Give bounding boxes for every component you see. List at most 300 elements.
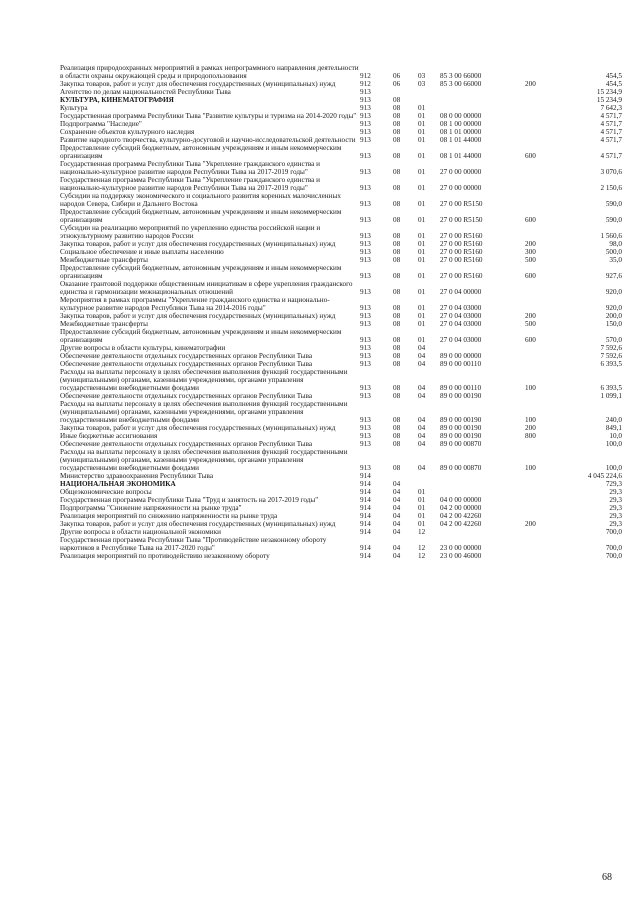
expense-type-code: [525, 504, 555, 512]
section-code: 08: [393, 104, 401, 112]
section-code: 08: [393, 432, 401, 440]
target-article-code: [440, 104, 525, 112]
target-article-code: 08 1 00 00000: [440, 120, 482, 128]
subsection-code: [418, 96, 440, 104]
department-code: 913: [360, 104, 371, 112]
target-article-code: 27 0 00 R5150: [440, 200, 483, 208]
section-code: 08: [393, 304, 401, 312]
budget-item-name: Обеспечение деятельности отдельных государственных органов Республики Тыва: [60, 352, 313, 360]
subsection-code: 04: [418, 464, 426, 472]
target-article-code: 89 0 00 00110: [440, 360, 482, 368]
expense-type-code: [525, 472, 555, 480]
budget-item-name: Закупка товаров, работ и услуг для обеспечения государственных (муниципальных) нужд: [60, 424, 336, 432]
table-row: [60, 392, 622, 400]
amount: 4 571,7: [600, 128, 622, 136]
budget-item-name: Государственная программа Республики Тыва "Развитие культуры и туризма на 2014-2020 годы": [60, 112, 357, 120]
table-row: [60, 264, 622, 280]
amount: 6 393,5: [600, 384, 622, 392]
target-article-code: 08 1 01 00000: [440, 128, 482, 136]
subsection-code: 01: [418, 288, 426, 296]
budget-item-name: Подпрограмма "Наследие": [60, 120, 142, 128]
section-code: [393, 88, 418, 96]
target-article-code: 27 0 00 00000: [440, 184, 482, 192]
table-row: [60, 136, 622, 144]
subsection-code: 03: [418, 72, 426, 80]
amount: 15 234,9: [596, 96, 622, 104]
amount: 7 592,6: [600, 344, 622, 352]
budget-item-name: КУЛЬТУРА, КИНЕМАТОГРАФИЯ: [60, 96, 174, 104]
amount: 29,3: [609, 520, 622, 528]
amount: 29,3: [609, 496, 622, 504]
department-code: 913: [360, 256, 371, 264]
budget-item-name: Реализация мероприятий по снижению напряженности на рынке труда: [60, 512, 278, 520]
subsection-code: 01: [418, 168, 426, 176]
section-code: 08: [393, 152, 401, 160]
subsection-code: 01: [418, 128, 426, 136]
section-code: 08: [393, 112, 401, 120]
expense-type-code: 100: [525, 464, 536, 472]
amount: 7 592,6: [600, 352, 622, 360]
amount: 98,0: [609, 240, 622, 248]
section-code: 04: [393, 544, 401, 552]
target-article-code: 85 3 00 66000: [440, 80, 482, 88]
expense-type-code: [525, 480, 555, 488]
budget-item-name: Министерство здравоохранения Республики Тыва: [60, 472, 214, 480]
department-code: 912: [360, 72, 371, 80]
budget-item-name: Государственная программа Республики Тыва "Укрепление гражданского единства и национально-культурное развитие народов Республики Тыва на 2017-2019 годы": [60, 160, 320, 176]
budget-item-name: Агентство по делам национальностей Республики Тыва: [60, 88, 231, 96]
department-code: 913: [360, 320, 371, 328]
expense-type-code: [525, 88, 555, 96]
section-code: 08: [393, 352, 401, 360]
expense-type-code: 200: [525, 312, 536, 320]
subsection-code: 04: [418, 384, 426, 392]
subsection-code: 01: [418, 120, 426, 128]
subsection-code: 04: [418, 440, 426, 448]
department-code: 913: [360, 232, 371, 240]
subsection-code: 01: [418, 304, 426, 312]
budget-item-name: Развитие народного творчества, культурно-досуговой и научно-исследовательской деятельности: [60, 136, 356, 144]
subsection-code: 01: [418, 312, 426, 320]
table-row: [60, 280, 622, 296]
budget-item-name: Предоставление субсидий бюджетным, автономным учреждениям и иным некоммерческим организациям: [60, 208, 342, 224]
table-row: [60, 192, 622, 208]
target-article-code: 89 0 00 00190: [440, 392, 482, 400]
subsection-code: [418, 480, 440, 488]
expense-type-code: [525, 512, 555, 520]
department-code: 913: [360, 136, 371, 144]
section-code: 06: [393, 72, 401, 80]
amount: 29,3: [609, 504, 622, 512]
expense-type-code: 200: [525, 520, 536, 528]
amount: 4 571,7: [600, 136, 622, 144]
subsection-code: 01: [418, 136, 426, 144]
budget-item-name: Реализация природоохранных мероприятий в рамках непрограммного направления деятельности в области охраны окружающей среды и природопользования: [60, 64, 359, 80]
department-code: 913: [360, 288, 371, 296]
target-article-code: 27 0 00 R5160: [440, 240, 483, 248]
section-code: 08: [393, 360, 401, 368]
table-row: [60, 448, 622, 472]
amount: 29,3: [609, 488, 622, 496]
section-code: 08: [393, 200, 401, 208]
table-row: [60, 120, 622, 128]
table-row: [60, 312, 622, 320]
target-article-code: [440, 344, 525, 352]
subsection-code: 01: [418, 184, 426, 192]
target-article-code: [440, 480, 525, 488]
target-article-code: 89 0 00 00190: [440, 416, 482, 424]
target-article-code: [440, 488, 525, 496]
target-article-code: 27 0 04 03000: [440, 304, 482, 312]
table-row: [60, 224, 622, 240]
subsection-code: 01: [418, 248, 426, 256]
budget-item-name: Субсидии на реализацию мероприятий по укреплению единства российской нации и этнокультурному развитию народов России: [60, 224, 321, 240]
section-code: 08: [393, 312, 401, 320]
section-code: 08: [393, 288, 401, 296]
budget-item-name: Государственная программа Республики Тыва "Укрепление гражданского единства и национально-культурное развитие народов Республики Тыва на 2017-2019 годы": [60, 176, 320, 192]
department-code: 913: [360, 352, 371, 360]
expense-type-code: [525, 128, 555, 136]
budget-item-name: Закупка товаров, работ и услуг для обеспечения государственных (муниципальных) нужд: [60, 520, 336, 528]
amount: 700,0: [605, 544, 622, 552]
amount: 2 150,6: [600, 184, 622, 192]
amount: 150,0: [605, 320, 622, 328]
department-code: 913: [360, 432, 371, 440]
subsection-code: 04: [418, 416, 426, 424]
department-code: 913: [360, 200, 371, 208]
expense-type-code: 200: [525, 80, 536, 88]
budget-item-name: Реализация мероприятий по противодействию незаконному обороту: [60, 552, 270, 560]
section-code: 04: [393, 488, 401, 496]
table-row: [60, 248, 622, 256]
expense-type-code: [525, 224, 555, 240]
expense-type-code: 100: [525, 384, 536, 392]
department-code: 913: [360, 184, 371, 192]
amount: 570,0: [605, 336, 622, 344]
target-article-code: 27 0 00 00000: [440, 168, 482, 176]
subsection-code: 04: [418, 352, 426, 360]
expense-type-code: [525, 280, 555, 296]
department-code: 913: [360, 120, 371, 128]
expense-type-code: 500: [525, 320, 536, 328]
page-number: 68: [602, 872, 612, 883]
section-code: 08: [393, 232, 401, 240]
subsection-code: 01: [418, 240, 426, 248]
amount: 1 099,1: [600, 392, 622, 400]
table-row: [60, 296, 622, 312]
department-code: 913: [360, 272, 371, 280]
target-article-code: 27 0 00 R5160: [440, 232, 483, 240]
expense-type-code: [525, 536, 555, 552]
subsection-code: 01: [418, 272, 426, 280]
subsection-code: 04: [418, 424, 426, 432]
department-code: 913: [360, 416, 371, 424]
expense-type-code: [525, 136, 555, 144]
budget-item-name: Расходы на выплаты персоналу в целях обеспечения выполнения функций государственными (муниципальными) органами, казенными учреждениями, органами управления государственными внебюджетными фондами: [60, 400, 348, 424]
subsection-code: 01: [418, 200, 426, 208]
budget-item-name: Обеспечение деятельности отдельных государственных органов Республики Тыва: [60, 360, 313, 368]
section-code: 08: [393, 440, 401, 448]
department-code: 914: [360, 544, 371, 552]
department-code: 913: [360, 112, 371, 120]
subsection-code: 01: [418, 320, 426, 328]
target-article-code: 23 0 00 46000: [440, 552, 482, 560]
table-row: [60, 112, 622, 120]
target-article-code: 04 2 00 42260: [440, 520, 482, 528]
target-article-code: 27 0 00 R5160: [440, 256, 483, 264]
budget-item-name: Предоставление субсидий бюджетным, автономным учреждениям и иным некоммерческим организациям: [60, 264, 342, 280]
department-code: 914: [360, 528, 371, 536]
department-code: 914: [360, 496, 371, 504]
amount: 3 070,6: [600, 168, 622, 176]
section-code: 04: [393, 552, 401, 560]
subsection-code: 01: [418, 504, 426, 512]
subsection-code: 01: [418, 488, 426, 496]
amount: 4 045 224,6: [587, 472, 622, 480]
table-row: [60, 520, 622, 528]
subsection-code: 01: [418, 152, 426, 160]
amount: 927,6: [605, 272, 622, 280]
section-code: 08: [393, 216, 401, 224]
section-code: 08: [393, 336, 401, 344]
subsection-code: 12: [418, 528, 426, 536]
department-code: 913: [360, 304, 371, 312]
target-article-code: [440, 472, 525, 480]
target-article-code: 89 0 00 00870: [440, 440, 482, 448]
section-code: 04: [393, 480, 401, 488]
subsection-code: 12: [418, 544, 426, 552]
target-article-code: 27 0 04 03000: [440, 312, 482, 320]
table-row: [60, 432, 622, 440]
department-code: 914: [360, 552, 371, 560]
amount: 29,3: [609, 512, 622, 520]
budget-item-name: Подпрограмма "Снижение напряженности на рынке труда": [60, 504, 242, 512]
section-code: 08: [393, 168, 401, 176]
subsection-code: 01: [418, 232, 426, 240]
subsection-code: 04: [418, 344, 426, 352]
budget-item-name: Другие вопросы в области культуры, кинематографии: [60, 344, 226, 352]
amount: 4 571,7: [600, 120, 622, 128]
subsection-code: 03: [418, 80, 426, 88]
amount: 100,0: [605, 464, 622, 472]
subsection-code: 01: [418, 496, 426, 504]
table-row: [60, 64, 622, 80]
target-article-code: 04 2 00 42260: [440, 512, 482, 520]
subsection-code: 01: [418, 256, 426, 264]
department-code: 913: [360, 88, 371, 96]
expense-type-code: [525, 64, 555, 80]
table-row: [60, 360, 622, 368]
department-code: 913: [360, 96, 371, 104]
budget-item-name: Закупка товаров, работ и услуг для обеспечения государственных (муниципальных) нужд: [60, 240, 336, 248]
section-code: 06: [393, 80, 401, 88]
department-code: 913: [360, 240, 371, 248]
target-article-code: [440, 96, 525, 104]
section-code: 08: [393, 128, 401, 136]
section-code: 04: [393, 520, 401, 528]
target-article-code: 27 0 04 00000: [440, 288, 482, 296]
subsection-code: 01: [418, 112, 426, 120]
amount: 590,0: [605, 216, 622, 224]
amount: 6 393,5: [600, 360, 622, 368]
section-code: 08: [393, 240, 401, 248]
target-article-code: 85 3 00 66000: [440, 72, 482, 80]
section-code: 08: [393, 384, 401, 392]
table-row: [60, 88, 622, 96]
target-article-code: 27 0 00 R5160: [440, 248, 483, 256]
amount: 920,0: [605, 288, 622, 296]
target-article-code: 04 0 00 00000: [440, 496, 482, 504]
budget-table-body: [60, 64, 622, 560]
target-article-code: 08 0 00 00000: [440, 112, 482, 120]
budget-item-name: Закупка товаров, работ и услуг для обеспечения государственных (муниципальных) нужд: [60, 80, 336, 88]
table-row: [60, 400, 622, 424]
department-code: 913: [360, 384, 371, 392]
expense-type-code: 200: [525, 424, 536, 432]
expense-type-code: 500: [525, 256, 536, 264]
target-article-code: 89 0 00 00000: [440, 352, 482, 360]
subsection-code: 01: [418, 512, 426, 520]
subsection-code: 12: [418, 552, 426, 560]
table-row: [60, 424, 622, 432]
amount: 1 560,6: [600, 232, 622, 240]
section-code: 08: [393, 184, 401, 192]
target-article-code: 89 0 00 00870: [440, 464, 482, 472]
budget-item-name: Сохранение объектов культурного наследия: [60, 128, 195, 136]
expense-type-code: 100: [525, 416, 536, 424]
amount: 700,0: [605, 552, 622, 560]
section-code: 08: [393, 320, 401, 328]
table-row: [60, 96, 622, 104]
section-code: 08: [393, 136, 401, 144]
expense-type-code: [525, 176, 555, 192]
department-code: 913: [360, 424, 371, 432]
department-code: 913: [360, 392, 371, 400]
table-row: [60, 208, 622, 224]
amount: 10,0: [609, 432, 622, 440]
budget-item-name: Расходы на выплаты персоналу в целях обеспечения выполнения функций государственными (муниципальными) органами, казенными учреждениями, органами управления государственными внебюджетными фондами: [60, 448, 348, 472]
amount: 700,0: [605, 528, 622, 536]
table-row: [60, 528, 622, 536]
table-row: [60, 368, 622, 392]
table-row: [60, 504, 622, 512]
department-code: 912: [360, 80, 371, 88]
section-code: 08: [393, 120, 401, 128]
department-code: 913: [360, 344, 371, 352]
amount: 200,0: [605, 312, 622, 320]
budget-item-name: Оказание грантовой поддержки общественным инициативам в сфере укрепления гражданского единства и гармонизации межнациональных отношений: [60, 280, 353, 296]
table-row: [60, 240, 622, 248]
amount: 100,0: [605, 440, 622, 448]
target-article-code: 08 1 01 44000: [440, 136, 482, 144]
target-article-code: 89 0 00 00190: [440, 432, 482, 440]
expense-type-code: [525, 96, 555, 104]
expense-type-code: [525, 360, 555, 368]
department-code: 913: [360, 464, 371, 472]
subsection-code: [418, 472, 440, 480]
budget-item-name: Предоставление субсидий бюджетным, автономным учреждениям и иным некоммерческим организациям: [60, 144, 342, 160]
target-article-code: 89 0 00 00110: [440, 384, 482, 392]
amount: 7 642,3: [600, 104, 622, 112]
table-row: [60, 440, 622, 448]
expense-type-code: [525, 160, 555, 176]
table-row: [60, 344, 622, 352]
budget-item-name: Иные бюджетные ассигнования: [60, 432, 158, 440]
amount: 454,5: [605, 80, 622, 88]
budget-item-name: НАЦИОНАЛЬНАЯ ЭКОНОМИКА: [60, 480, 176, 488]
amount: 849,1: [605, 424, 622, 432]
section-code: 04: [393, 504, 401, 512]
table-row: [60, 80, 622, 88]
amount: 35,0: [609, 256, 622, 264]
table-row: [60, 160, 622, 176]
table-row: [60, 472, 622, 480]
department-code: 913: [360, 360, 371, 368]
budget-item-name: Социальное обеспечение и иные выплаты населению: [60, 248, 224, 256]
subsection-code: 01: [418, 520, 426, 528]
section-code: 08: [393, 424, 401, 432]
expense-type-code: 600: [525, 336, 536, 344]
subsection-code: 04: [418, 360, 426, 368]
target-article-code: 04 2 00 00000: [440, 504, 482, 512]
expense-type-code: 300: [525, 248, 536, 256]
department-code: 913: [360, 216, 371, 224]
budget-item-name: Закупка товаров, работ и услуг для обеспечения государственных (муниципальных) нужд: [60, 312, 336, 320]
section-code: 08: [393, 248, 401, 256]
department-code: 914: [360, 480, 371, 488]
expense-type-code: 600: [525, 216, 536, 224]
section-code: 08: [393, 256, 401, 264]
section-code: 04: [393, 512, 401, 520]
budget-item-name: Общеэкономические вопросы: [60, 488, 152, 496]
department-code: 914: [360, 520, 371, 528]
table-row: [60, 352, 622, 360]
table-row: [60, 320, 622, 328]
table-row: [60, 256, 622, 264]
table-row: [60, 496, 622, 504]
amount: 240,0: [605, 416, 622, 424]
target-article-code: 27 0 04 03000: [440, 320, 482, 328]
budget-table: [60, 64, 622, 560]
department-code: 913: [360, 336, 371, 344]
amount: 4 571,7: [600, 112, 622, 120]
amount: 729,3: [605, 480, 622, 488]
amount: 454,5: [605, 72, 622, 80]
department-code: 913: [360, 248, 371, 256]
target-article-code: 08 1 01 44000: [440, 152, 482, 160]
subsection-code: 04: [418, 392, 426, 400]
table-row: [60, 480, 622, 488]
amount: 15 234,9: [596, 88, 622, 96]
subsection-code: 01: [418, 216, 426, 224]
budget-item-name: Государственная программа Республики Тыва "Труд и занятость на 2017-2019 годы": [60, 496, 319, 504]
table-row: [60, 552, 622, 560]
expense-type-code: [525, 352, 555, 360]
department-code: 913: [360, 152, 371, 160]
expense-type-code: [525, 552, 555, 560]
amount: 590,0: [605, 200, 622, 208]
section-code: 08: [393, 464, 401, 472]
table-row: [60, 144, 622, 160]
expense-type-code: [525, 440, 555, 448]
target-article-code: [440, 528, 525, 536]
section-code: 08: [393, 392, 401, 400]
amount: 4 571,7: [600, 152, 622, 160]
expense-type-code: [525, 392, 555, 400]
expense-type-code: [525, 120, 555, 128]
budget-item-name: Другие вопросы в области национальной экономики: [60, 528, 221, 536]
subsection-code: [418, 88, 440, 96]
